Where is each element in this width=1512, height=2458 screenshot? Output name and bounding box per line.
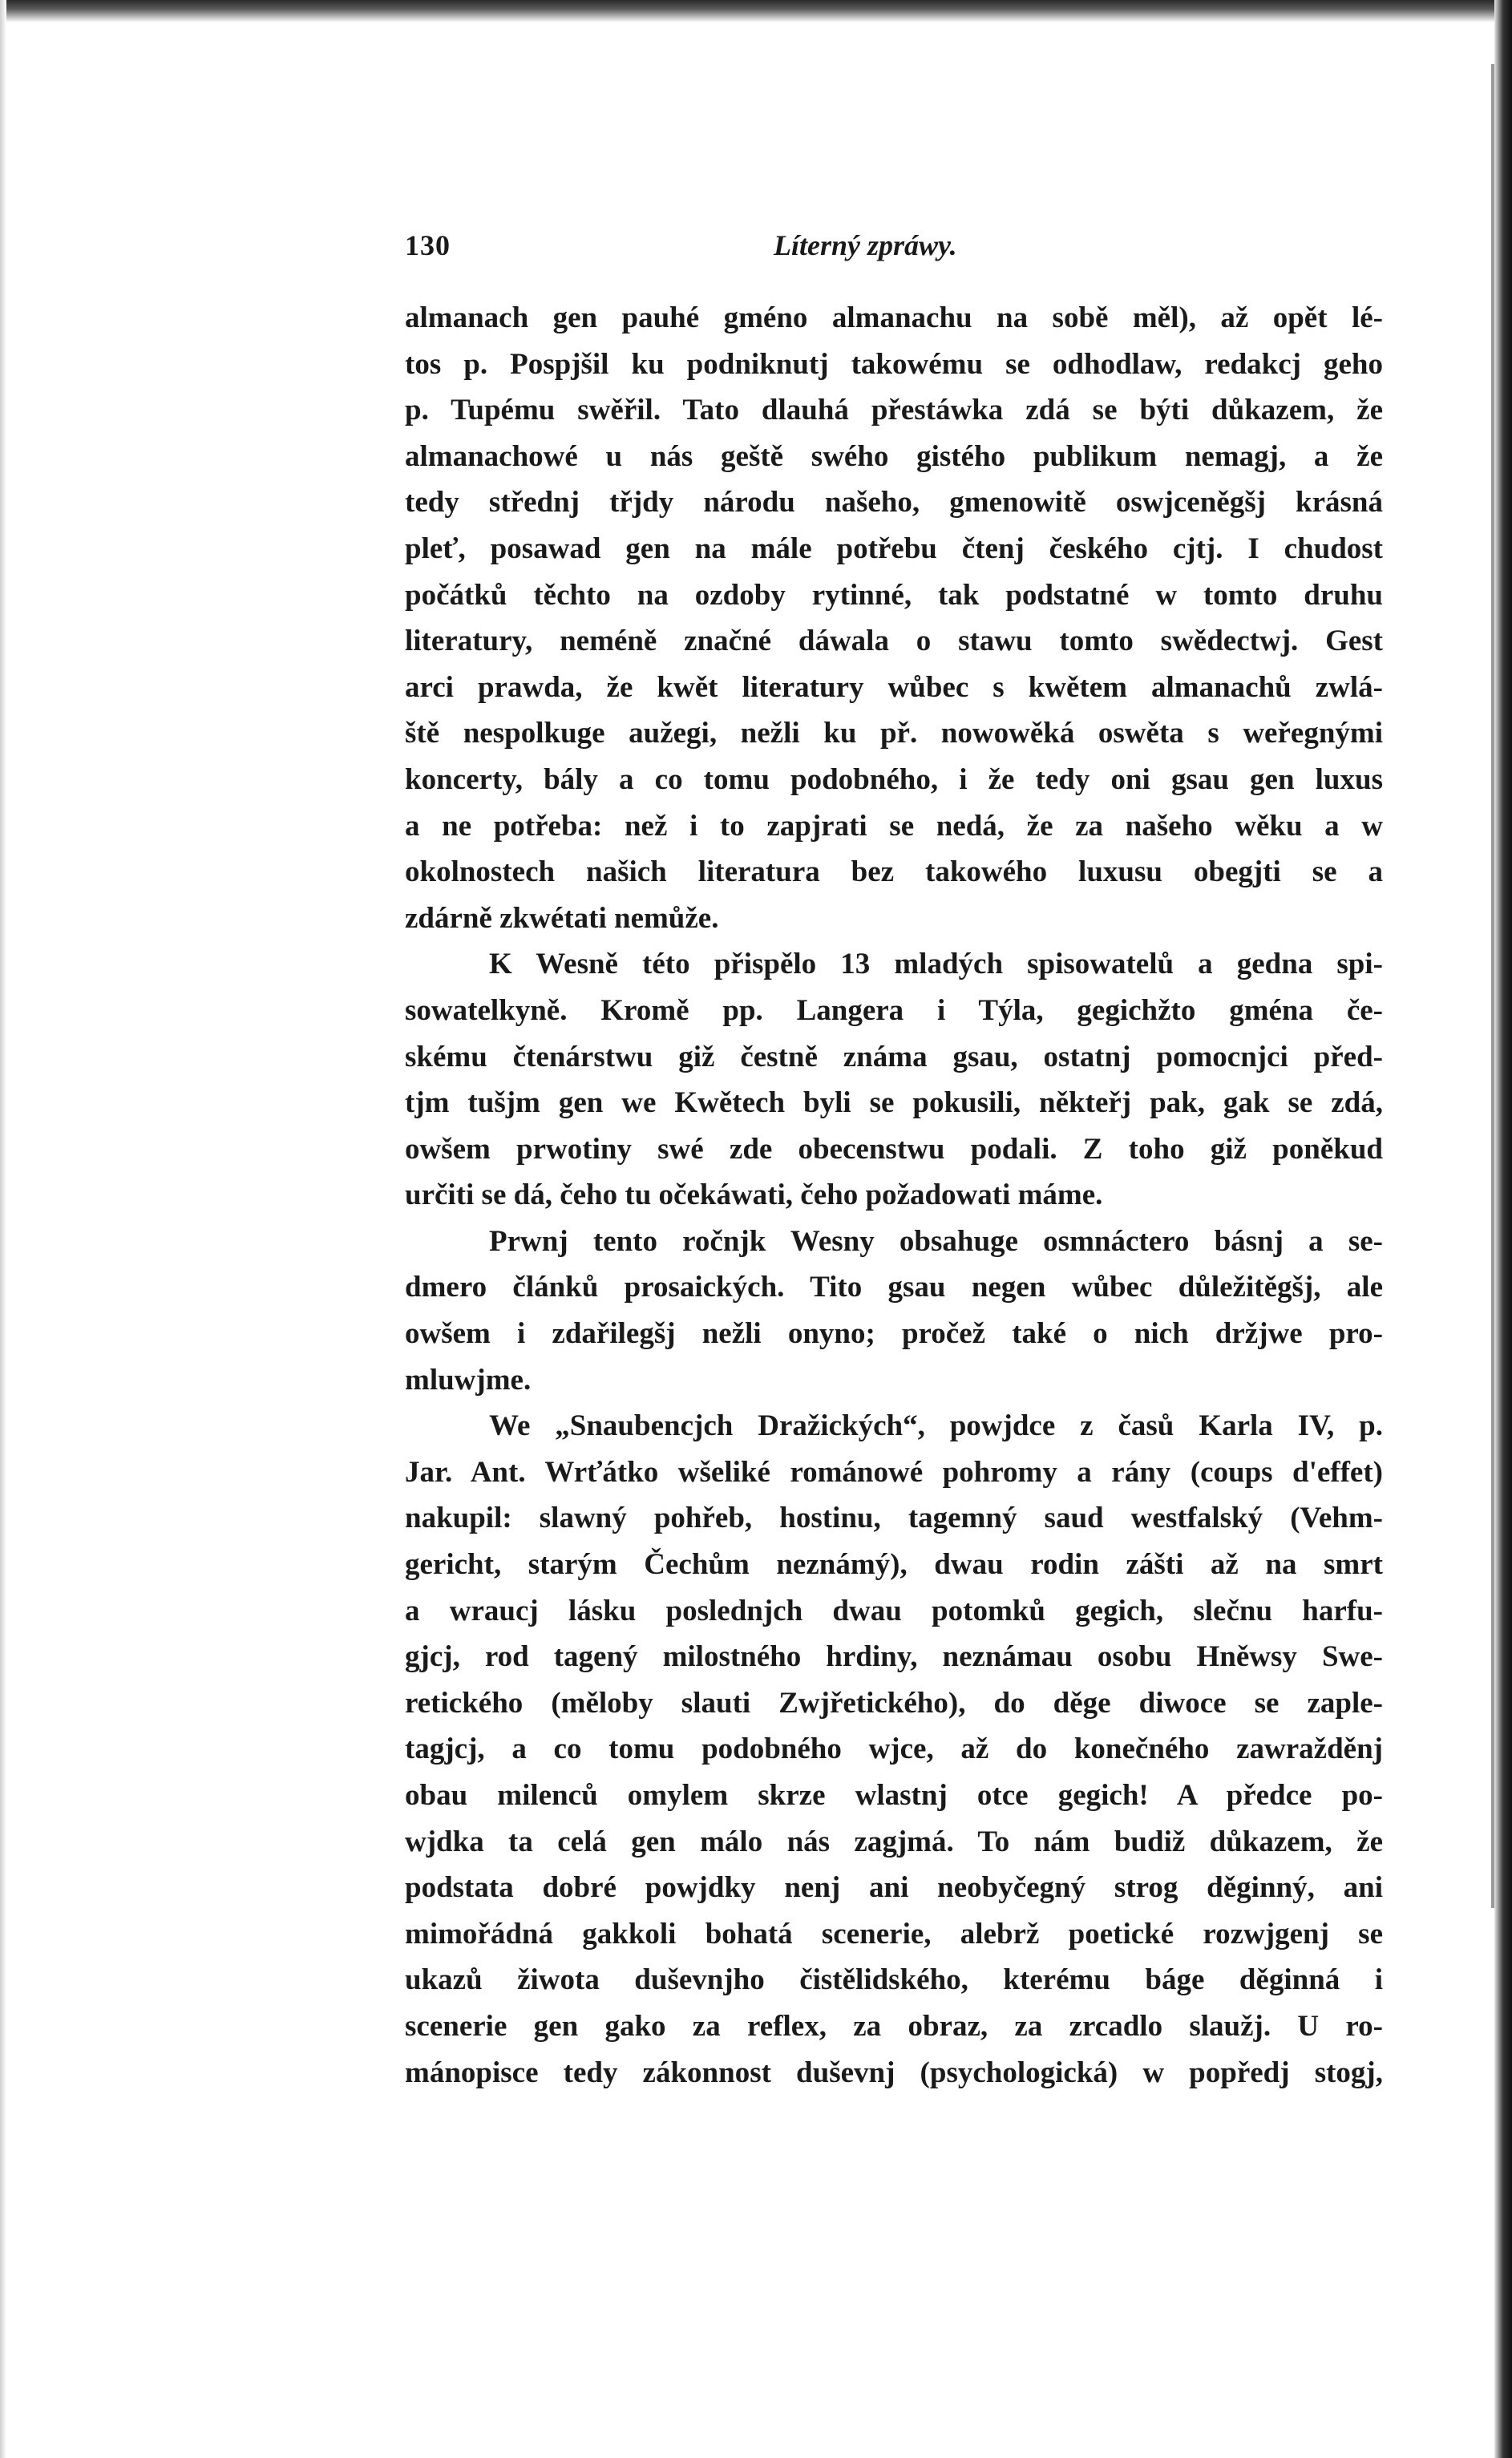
text-line: p. Tupému swěřil. Tato dlauhá přestáwka zdá se býti důkazem, že [405, 394, 1383, 427]
text-line: tos p. Pospjšil ku podniknutj takowému se odhodlaw, redakcj geho [405, 347, 1383, 381]
text-line: pleť, posawad gen na mále potřebu čtenj českého cjtj. I chudost [405, 532, 1383, 565]
text-line: Jar. Ant. Wrťátko wšeliké románowé pohromy a rány (coups d'effet) [405, 1455, 1383, 1489]
text-line: literatury, neméně značné dáwala o stawu tomto swědectwj. Gest [405, 625, 1383, 658]
text-line: obau milenců omylem skrze wlastnj otce gegich! A předce po- [405, 1779, 1383, 1812]
text-line: počátků těchto na ozdoby rytinné, tak podstatné w tomto druhu [405, 578, 1383, 612]
text-line: gjcj, rod tagený milostného hrdiny, neznámau osobu Hněwsy Swe- [405, 1640, 1383, 1674]
page-header [405, 228, 1367, 277]
text-line: a wraucj lásku poslednjch dwau potomků gegich, slečnu harfu- [405, 1594, 1383, 1627]
text-line: mánopisce tedy zákonnost duševnj (psychologická) w popředj stogj, [405, 2056, 1383, 2089]
text-line: wjdka ta celá gen málo nás zagjmá. To nám budiž důkazem, že [405, 1825, 1383, 1858]
paragraph [405, 941, 1383, 1219]
text-line: nakupil: slawný pohřeb, hostinu, tagemný saud westfalský (Vehm- [405, 1502, 1383, 1535]
text-line: owšem i zdařilegšj nežli onyno; pročež také o nich držjwe pro- [405, 1317, 1383, 1351]
text-line: tjm tušjm gen we Kwětech byli se pokusili, někteřj pak, gak se zdá, [405, 1086, 1383, 1120]
text-line: a ne potřeba: než i to zapjrati se nedá, že za našeho wěku a w [405, 809, 1383, 843]
text-line: tedy střednj třjdy národu našeho, gmenowitě oswjceněgšj krásná [405, 486, 1383, 519]
text-line: K Wesně této přispělo 13 mladých spisowatelů a gedna spi- [489, 948, 1383, 981]
scan-edge-top [0, 0, 1512, 22]
text-line: owšem prwotiny swé zde obecenstwu podali. Z toho giž poněkud [405, 1132, 1383, 1166]
text-line: retického (měloby slauti Zwjřetického), do děge diwoce se zaple- [405, 1686, 1383, 1720]
text-line: dmero článků prosaických. Tito gsau negen wůbec důležitěgšj, ale [405, 1271, 1383, 1304]
text-line: sowatelkyně. Kromě pp. Langera i Týla, gegichžto gména če- [405, 993, 1383, 1027]
text-line: arci prawda, že kwět literatury wůbec s kwětem almanachů zwlá- [405, 670, 1383, 704]
text-line: okolnostech našich literatura bez takowého luxusu obegjti se a [405, 855, 1383, 889]
scan-edge-right-shadow [1491, 64, 1494, 1908]
text-line: ště nespolkuge aužegi, nežli ku př. nowowěká oswěta s weřegnými [405, 717, 1383, 750]
text-line: scenerie gen gako za reflex, za obraz, za zrcadlo slaužj. U ro- [405, 2009, 1383, 2043]
text-line: skému čtenárstwu giž čestně známa gsau, ostatnj pomocnjci před- [405, 1040, 1383, 1073]
text-line: gericht, starým Čechům neznámý), dwau rodin zášti až na smrt [405, 1548, 1383, 1582]
text-line: mimořádná gakkoli bohatá scenerie, alebrž poetické rozwjgenj se [405, 1917, 1383, 1951]
text-line: almanachowé u nás geště swého gistého publikum nemagj, a že [405, 439, 1383, 473]
running-head: Líterný zpráwy. [774, 229, 957, 261]
paragraph [405, 295, 1383, 941]
text-line: almanach gen pauhé gméno almanachu na sobě měl), až opět lé- [405, 301, 1383, 334]
paragraph [405, 1219, 1383, 1403]
text-line: mluwjme. [405, 1363, 532, 1397]
paragraph [405, 1403, 1383, 2096]
text-line: podstata dobré powjdky nenj ani neobyčegný strog děginný, ani [405, 1871, 1383, 1905]
text-body [405, 295, 1383, 2096]
scan-edge-left [0, 0, 6, 2458]
text-line: We „Snaubencjch Dražických“, powjdce z časů Karla IV, p. [489, 1409, 1383, 1443]
text-line: určiti se dá, čeho tu očekáwati, čeho požadowati máme. [405, 1178, 1103, 1212]
text-line: koncerty, bály a co tomu podobného, i že tedy oni gsau gen luxus [405, 762, 1383, 796]
text-line: ukazů žiwota duševnjho čistělidského, kterému báge děginná i [405, 1963, 1383, 1997]
text-line: tagjcj, a co tomu podobného wjce, až do konečného zawražděnj [405, 1732, 1383, 1766]
text-line: Prwnj tento ročnjk Wesny obsahuge osmnáctero básnj a se- [489, 1224, 1383, 1258]
page-number: 130 [405, 229, 451, 261]
text-line: zdárně zkwétati nemůže. [405, 901, 719, 935]
scan-edge-right [1494, 0, 1512, 2458]
